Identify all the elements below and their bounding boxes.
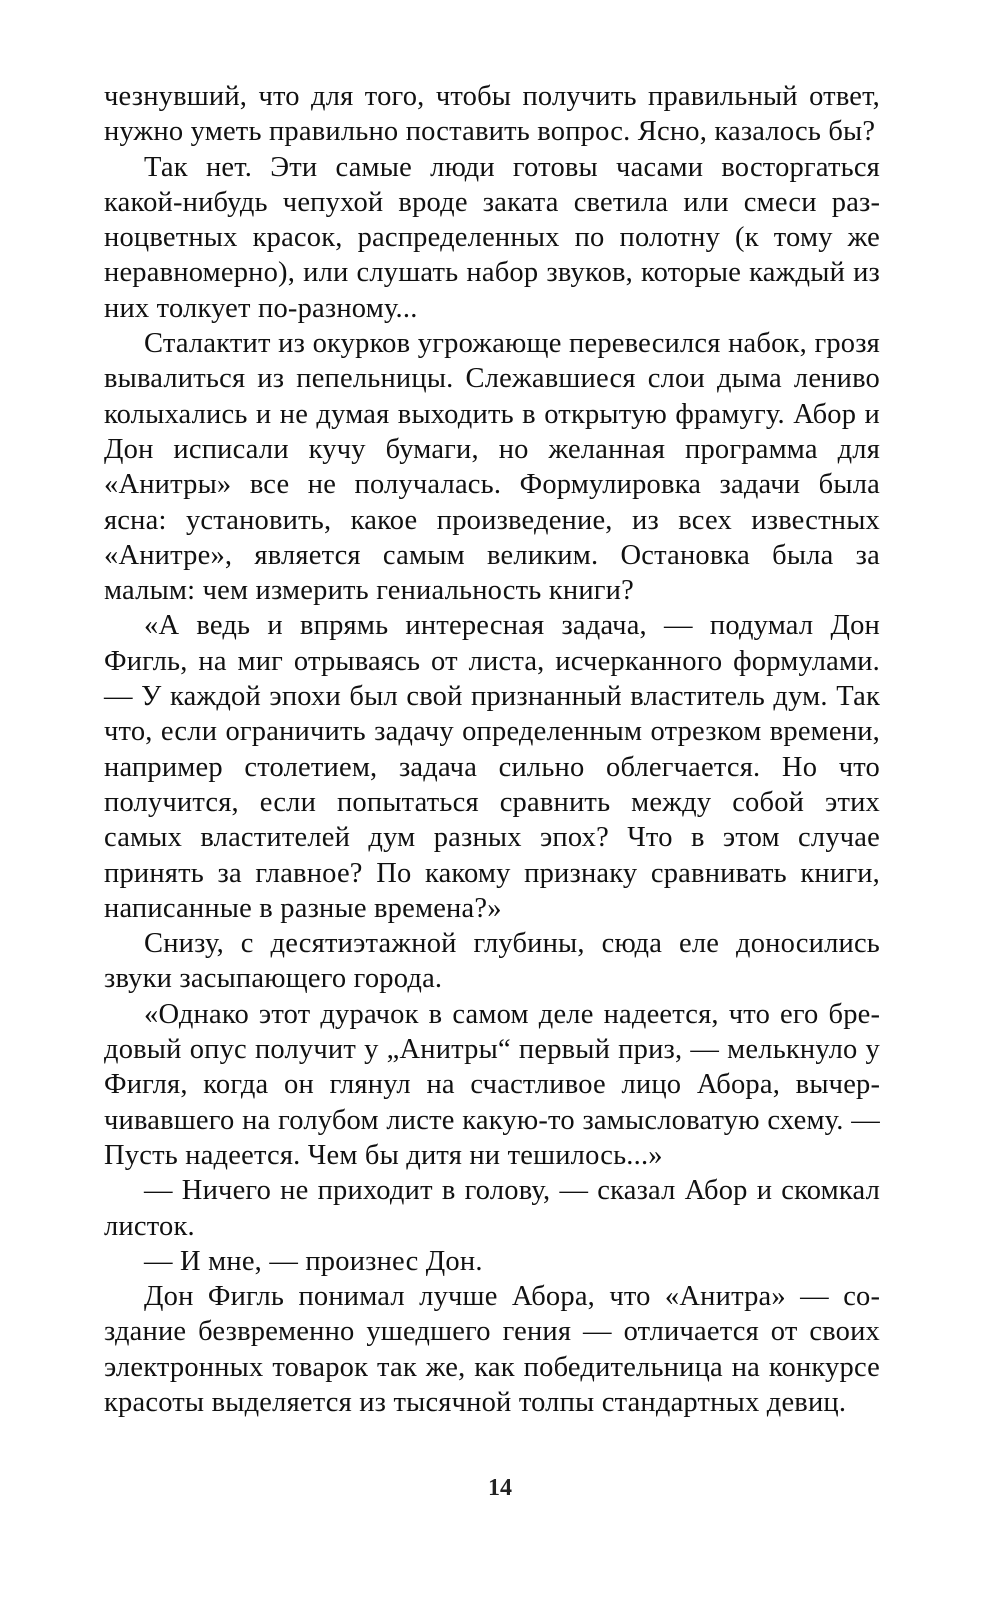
paragraph: Сталактит из окурков угрожающе перевесился набок, грозя вывалиться из пепельницы. Слежавшиеся слои дыма лениво колыхались и не думая выходить в открытую фрамугу. Абор и Дон исписали кучу бумаги, но желанная программа для «Анитры» все не получалась. Формулировка задачи была ясна: установить, какое произведение, из всех известных «Анитре», является самым великим. Остановка была за малым: чем измерить гениальность книги? [104, 328, 880, 607]
paragraph: «А ведь и впрямь интересная задача, — подумал Дон Фигль, на миг отрываясь от листа, исчерканного формулами. — У каждой эпохи был свой признанный властитель дум. Так что, если ограничить задачу определенным отрезком времени, например столетием, задача сильно облегчается. Но что получится, если попытаться сравнить между собой этих самых властителей дум разных эпох? Что в этом случае принять за главное? По какому признаку сравнивать книги, написанные в разные времена?» [104, 610, 880, 924]
paragraph: Дон Фигль понимал лучше Абора, что «Анитра» — создание безвременно ушедшего гения — отличается от своих электронных товарок так же, как победительница на конкурсе красоты выделяется из тысячной толпы стандартных девиц. [104, 1281, 880, 1418]
page-number: 14 [488, 1475, 512, 1501]
paragraph: «Однако этот дурачок в самом деле надеется, что его бредовый опус получит у „Анитры“ первый приз, — мелькнуло у Фигля, когда он глянул на счастливое лицо Абора, вычерчивавшего на голубом листе какую-то замысловатую схему. — Пусть надеется. Чем бы дитя ни тешилось...» [104, 998, 880, 1171]
body-text [104, 79, 880, 1420]
paragraph: — И мне, — произнес Дон. [144, 1245, 483, 1277]
paragraph: — Ничего не приходит в голову, — сказал Абор и скомкал листок. [104, 1175, 880, 1242]
paragraph: Так нет. Эти самые люди готовы часами восторгаться какой-нибудь чепухой вроде заката светила или смеси разноцветных красок, распределенных по полотну (к тому же неравномерно), или слушать набор звуков, которые каждый из них толкует по-разному... [104, 151, 880, 324]
paragraph: Снизу, с десятиэтажной глубины, сюда еле доносились звуки засыпающего города. [104, 928, 880, 995]
paragraph: чезнувший, что для того, чтобы получить правильный ответ, нужно уметь правильно поставить вопрос. Ясно, казалось бы? [104, 81, 880, 148]
